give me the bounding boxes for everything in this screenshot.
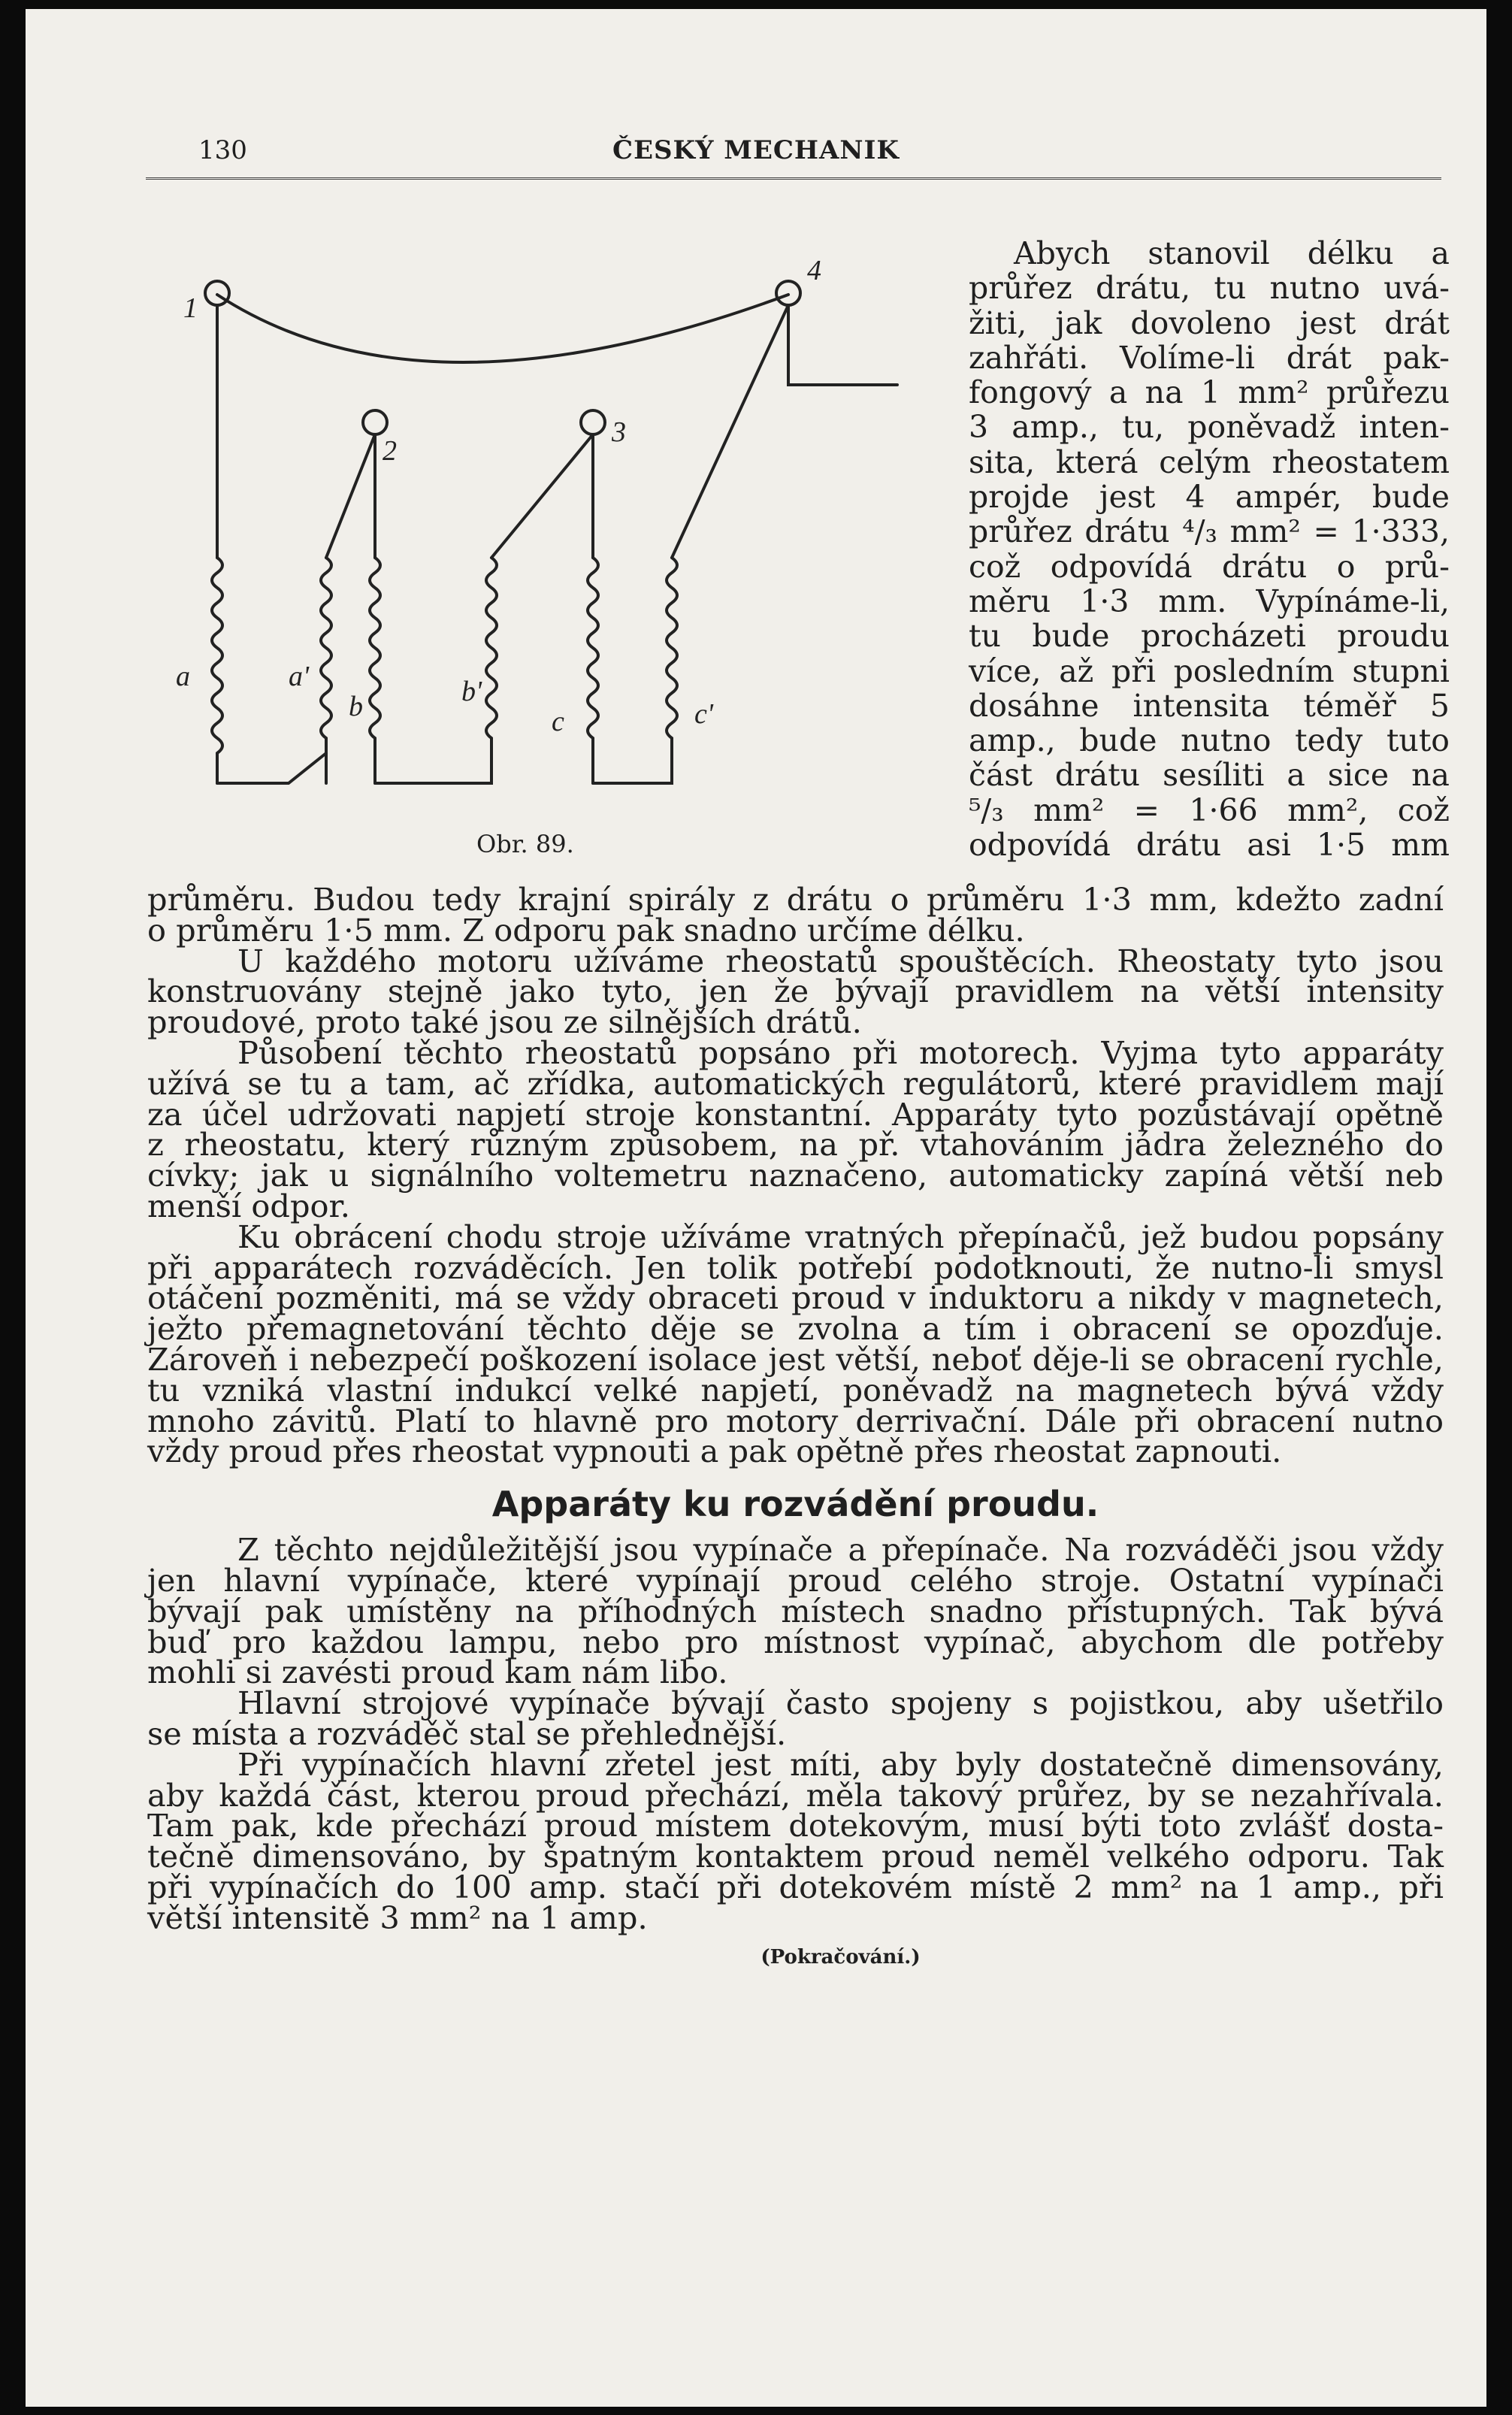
lever-line	[788, 305, 897, 385]
text-line: aby každá část, kterou proud přechází, měla takový průřez, by se nezahřívala.	[147, 1776, 1444, 1814]
scanned-page	[26, 9, 1486, 2407]
text-line: Zároveň i nebezpečí poškození isolace jest větší, neboť děje-li se obracení rychle,	[147, 1340, 1444, 1378]
side-column-line: tu bude procházeti proudu	[969, 618, 1450, 655]
text-line: konstruovány stejně jako tyto, jen že bývají pravidlem na větší intensity	[147, 973, 1444, 1010]
coil-c	[588, 558, 598, 783]
label-4: 4	[807, 255, 821, 286]
text-line: Ku obrácení chodu stroje užíváme vratných přepínačů, jež budou popsány	[237, 1218, 1444, 1255]
side-column	[969, 236, 1450, 862]
text-line: za účel udržovati napjetí stroje konstantní. Apparáty tyto pozůstávají opětně	[147, 1095, 1444, 1133]
label-b-prime: b'	[461, 676, 482, 707]
label-a: a	[176, 661, 190, 692]
label-3: 3	[612, 416, 626, 448]
side-column-line: více, až při posledním stupni	[969, 652, 1450, 689]
text-line: Při vypínačích hlavní zřetel jest míti, aby byly dostatečně dimensovány,	[237, 1745, 1444, 1783]
text-line: proudové, proto také jsou ze silnějších drátů.	[147, 1003, 862, 1041]
terminal-4	[776, 281, 800, 305]
text-line: U každého motoru užíváme rheostatů spouštěcích. Rheostaty tyto jsou	[237, 942, 1444, 979]
text-line: Hlavní strojové vypínače bývají často spojeny s pojistkou, aby ušetřilo	[237, 1684, 1444, 1722]
text-line: z rheostatu, který různým způsobem, na př. vtahováním jádra železného do	[147, 1126, 1444, 1164]
text-line: buď pro každou lampu, nebo pro místnost vypínač, abychom dle potřeby	[147, 1623, 1444, 1660]
side-column-line: fongový a na 1 mm² průřezu	[969, 374, 1450, 411]
text-line: mohli si zavésti proud kam nám libo.	[147, 1654, 728, 1691]
side-column-line: žiti, jak dovoleno jest drát	[969, 304, 1450, 341]
text-line: Tam pak, kde přechází proud místem dotekovým, musí býti toto zvlášť dosta-	[147, 1807, 1444, 1845]
text-line: Z těchto nejdůležitější jsou vypínače a přepínače. Na rozváděči jsou vždy	[237, 1531, 1444, 1569]
figure-caption: Obr. 89.	[476, 830, 574, 858]
label-b: b	[349, 691, 363, 722]
text-line: při apparátech rozváděcích. Jen tolik potřebí podotknouti, že nutno-li smysl	[147, 1248, 1444, 1286]
running-header	[131, 135, 1381, 165]
coil-b-prime	[486, 558, 497, 783]
text-line: se místa a rozváděč stal se přehlednější.	[147, 1714, 787, 1752]
text-line: vždy proud přes rheostat vypnouti a pak opětně přes rheostat zapnouti.	[147, 1433, 1282, 1470]
text-line: užívá se tu a tam, ač zřídka, automatických regulátorů, které pravidlem mají	[147, 1064, 1444, 1102]
coil-a	[212, 558, 222, 783]
connecting-arc	[217, 295, 788, 362]
text-line: jen hlavní vypínače, které vypínají proud celého stroje. Ostatní vypínači	[147, 1561, 1444, 1599]
continuation-note: (Pokračování.)	[761, 1945, 921, 1969]
text-line: cívky; jak u signálního voltemetru naznačeno, automaticky zapíná větší neb	[147, 1157, 1444, 1194]
paragraphs-2	[147, 1531, 1444, 1936]
page-number: 130	[198, 135, 247, 165]
section-heading: Apparáty ku rozvádění proudu.	[491, 1484, 1099, 1525]
side-column-line: průřez drátu ⁴/₃ mm² = 1·333,	[969, 513, 1450, 550]
label-c: c	[552, 706, 564, 737]
side-column-line: část drátu sesíliti a sice na	[969, 757, 1450, 794]
text-line: Působení těchto rheostatů popsáno při motorech. Vyjma tyto apparáty	[237, 1033, 1444, 1071]
text-line: bývají pak umístěny na příhodných místech snadno přístupných. Tak bývá	[147, 1592, 1444, 1630]
side-column-line: odpovídá drátu asi 1·5 mm	[969, 827, 1450, 864]
side-column-line: měru 1·3 mm. Vypínáme-li,	[969, 583, 1450, 619]
text-line: otáčení pozměniti, má se vždy obraceti proud v induktoru a nikdy v magnetech,	[147, 1279, 1444, 1317]
side-column-line: amp., bude nutno tedy tuto	[969, 722, 1450, 759]
text-line: tečně dimensováno, by špatným kontaktem proud neměl velkého odporu. Tak	[147, 1838, 1444, 1875]
text-line: průměru. Budou tedy krajní spirály z drátu o průměru 1·3 mm, kdežto zadní	[147, 881, 1444, 918]
text-line: mnoho závitů. Platí to hlavně pro motory derrivační. Dále při obracení nutno	[147, 1402, 1444, 1439]
text-line: ježto přemagnetování těchto děje se zvolna a tím i obracení se opozďuje.	[147, 1310, 1444, 1348]
label-c-prime: c'	[694, 698, 713, 730]
rheostat-diagram	[176, 235, 927, 836]
text-line: o průměru 1·5 mm. Z odporu pak snadno určíme délku.	[147, 911, 1025, 949]
side-column-line: projde jest 4 ampér, bude	[969, 479, 1450, 516]
side-column-line: ⁵/₃ mm² = 1·66 mm², což	[969, 791, 1450, 828]
coil-a-prime	[321, 558, 331, 783]
article-body	[147, 881, 1444, 1969]
label-a-prime: a'	[289, 661, 310, 692]
side-column-line: Abych stanovil délku a	[1014, 235, 1450, 271]
header-rule	[146, 177, 1441, 180]
coil-b	[370, 558, 380, 783]
side-column-line: dosáhne intensita téměř 5	[969, 687, 1450, 724]
text-line: větší intensitě 3 mm² na 1 amp.	[147, 1899, 648, 1936]
text-line: tu vzniká vlastní indukcí velké napjetí, poněvadž na magnetech bývá vždy	[147, 1371, 1444, 1409]
label-2: 2	[383, 435, 397, 467]
terminal-3	[581, 410, 605, 434]
journal-title: ČESKÝ MECHANIK	[612, 135, 900, 165]
rheostat-figure	[176, 235, 927, 836]
coil-c-prime	[667, 558, 677, 783]
label-1: 1	[183, 292, 198, 324]
text-line: menší odpor.	[147, 1187, 350, 1224]
text-line: při vypínačích do 100 amp. stačí při dotekovém místě 2 mm² na 1 amp., při	[147, 1868, 1444, 1905]
terminal-2	[363, 410, 387, 434]
side-column-line: což odpovídá drátu o prů-	[969, 548, 1450, 585]
side-column-line: zahřáti. Volíme-li drát pak-	[969, 339, 1450, 376]
side-column-line: 3 amp., tu, poněvadž inten-	[969, 409, 1450, 446]
paragraphs-1	[147, 881, 1444, 1470]
side-column-line: průřez drátu, tu nutno uvá-	[969, 270, 1450, 307]
side-column-line: sita, která celým rheostatem	[969, 443, 1450, 480]
